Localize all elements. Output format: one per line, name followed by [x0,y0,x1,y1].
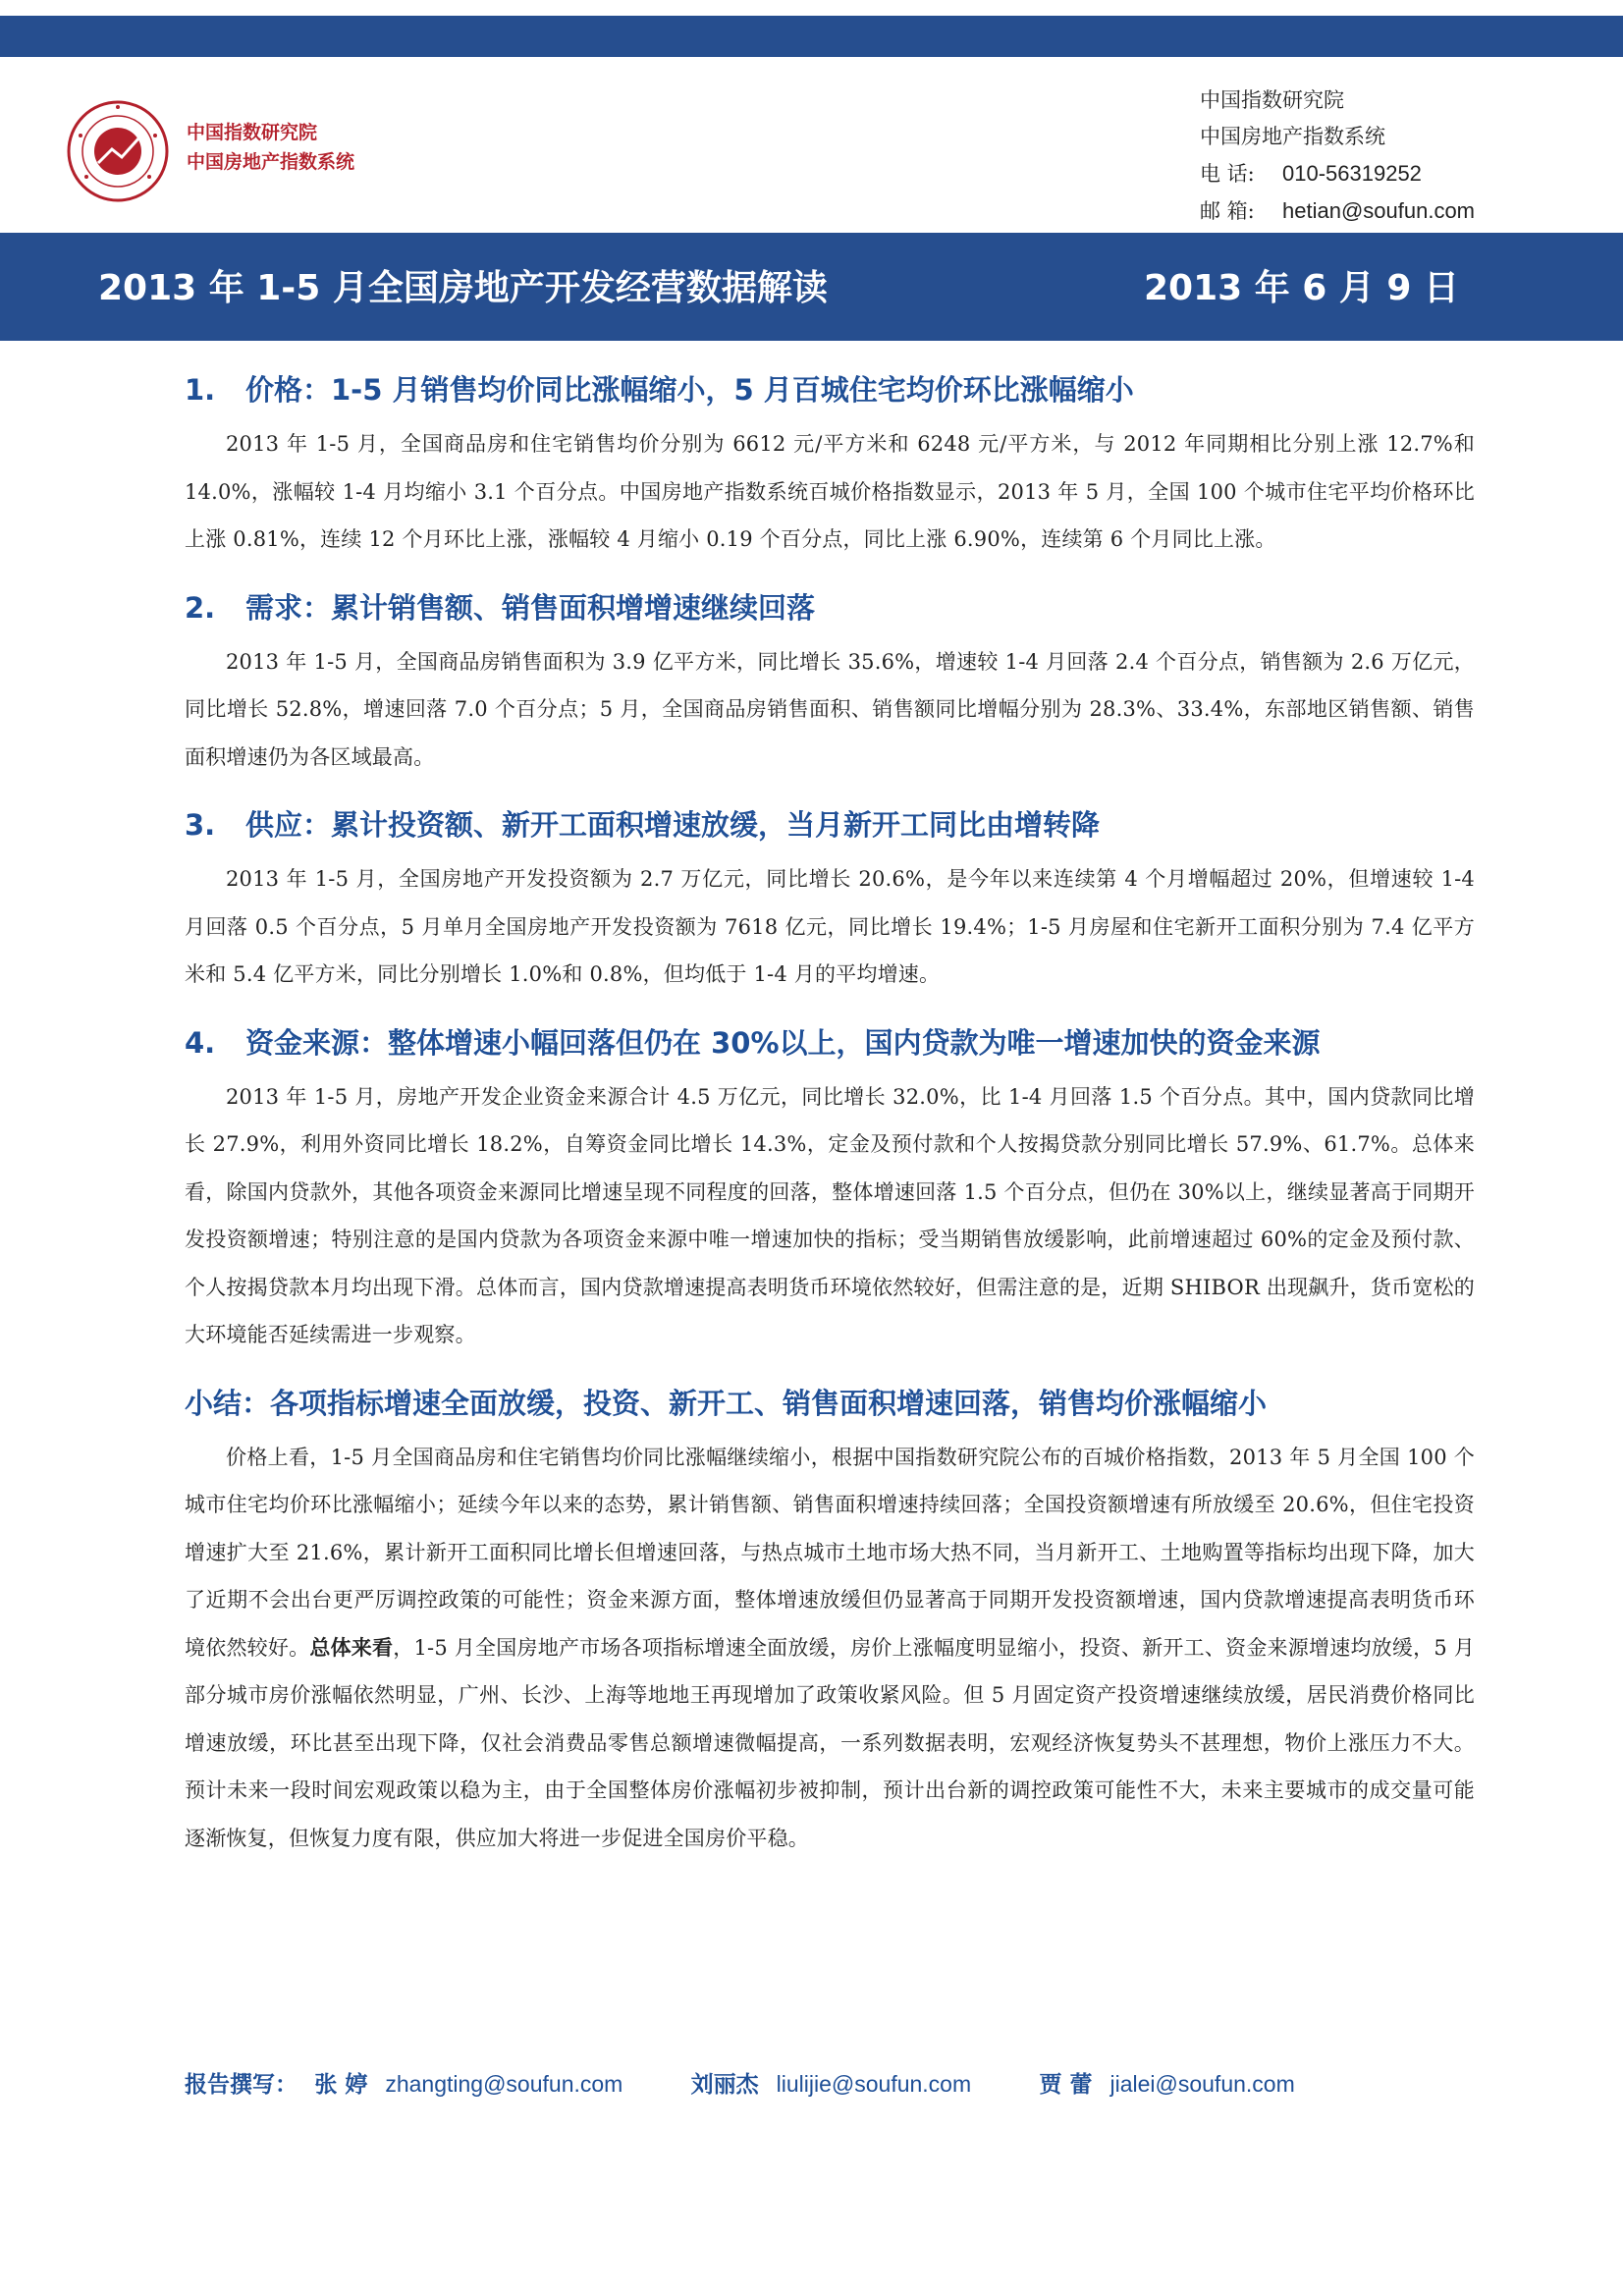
org-name-line-2: 中国房地产指数系统 [187,151,355,173]
china-index-academy-seal-icon [65,98,171,204]
org-name-left [187,118,354,177]
summary-text-1: 价格上看，1-5 月全国商品房和住宅销售均价同比涨幅继续缩小，根据中国指数研究院公布的百城价格指数，2013 年 5 月全国 100 个城市住宅均价环比涨幅缩小；延续今年以来的态势，累计销售额、销售面积增速持续回落；全国投资额增速有所放缓至 20.6%，但住宅投资增速扩大至 21.6%，累计新开工面积同比增长但增速回落，与热点城市土地市场大热不同，当月新开工、土地购置等指标均出现下降，加大了近期不会出台更严厉调控政策的可能性；资金来源方面，整体增速放缓但仍显著高于同期开发投资额增速，国内贷款增速提高表明货币环境依然较好。 [185,1445,1475,1660]
title-bar [0,233,1623,341]
summary-bold: 总体来看 [309,1634,394,1660]
author-email[interactable]: jialei@soufun.com [1109,2071,1295,2097]
contact-block [1200,82,1475,230]
section-funding [185,1018,1475,1359]
authors-line [185,2066,1461,2099]
section-heading-text: 资金来源：整体增速小幅回落但仍在 30%以上，国内贷款为唯一增速加快的资金来源 [245,1025,1321,1060]
section-paragraph: 2013 年 1-5 月，全国商品房和住宅销售均价分别为 6612 元/平方米和 6248 元/平方米，与 2012 年同期相比分别上涨 12.7%和 14.0%，涨幅较 1-4 月均缩小 3.1 个百分点。中国房地产指数系统百城价格指数显示，2013 年 5 月，全国 100 个城市住宅平均价格环比上涨 0.81%，连续 12 个月环比上涨，涨幅较 4 月缩小 0.19 个百分点，同比上涨 6.90%，连续第 6 个月同比上涨。 [185,432,1475,551]
top-bar [0,16,1623,57]
section-heading [185,365,1475,414]
section-paragraph: 2013 年 1-5 月，全国商品房销售面积为 3.9 亿平方米，同比增长 35.6%，增速较 1-4 月回落 2.4 个百分点，销售额为 2.6 万亿元，同比增长 52.8%，增速回落 7.0 个百分点；5 月，全国商品房销售面积、销售额同比增幅分别为 28.3%、33.4%，东部地区销售额、销售面积增速仍为各区域最高。 [185,649,1475,769]
contact-org-1: 中国指数研究院 [1200,88,1344,112]
section-paragraph: 2013 年 1-5 月，全国房地产开发投资额为 2.7 万亿元，同比增长 20.6%，是今年以来连续第 4 个月增幅超过 20%，但增速较 1-4 月回落 0.5 个百分点，5 月单月全国房地产开发投资额为 7618 亿元，同比增长 19.4%；1-5 月房屋和住宅新开工面积分别为 7.4 亿平方米和 5.4 亿平方米，同比分别增长 1.0%和 0.8%，但均低于 1-4 月的平均增速。 [185,867,1475,986]
email-label: 邮 箱: [1200,199,1255,223]
contact-email-row [1200,192,1475,230]
author-email[interactable]: liulijie@soufun.com [776,2071,972,2097]
summary-text-2: ，1-5 月全国房地产市场各项指标增速全面放缓，房价上涨幅度明显缩小，投资、新开工、资金来源增速均放缓，5 月部分城市房价涨幅依然明显，广州、长沙、上海等地地王再现增加了政策收紧风险。但 5 月固定资产投资增速继续放缓，居民消费价格同比增速放缓，环比甚至出现下降，仅社会消费品零售总额增速微幅提高，一系列数据表明，宏观经济恢复势头不甚理想，物价上涨压力不大。预计未来一段时间宏观政策以稳为主，由于全国整体房价涨幅初步被抑制，预计出台新的调控政策可能性不大，未来主要城市的成交量可能逐渐恢复，但恢复力度有限，供应加大将进一步促进全国房价平稳。 [185,1635,1476,1850]
authors-label: 报告撰写： [185,2072,298,2098]
section-heading [185,1018,1475,1067]
section-number: 2. [185,590,216,625]
org-name-line-1: 中国指数研究院 [187,122,318,143]
author-name: 刘丽杰 [690,2072,759,2098]
summary-paragraph [185,1434,1475,1863]
phone-value: 010-56319252 [1282,161,1422,186]
section-heading-text: 供应：累计投资额、新开工面积增速放缓，当月新开工同比由增转降 [245,808,1101,842]
report-date: 2013 年 6 月 9 日 [1144,268,1459,308]
section-paragraph: 2013 年 1-5 月，房地产开发企业资金来源合计 4.5 万亿元，同比增长 32.0%，比 1-4 月回落 1.5 个百分点。其中，国内贷款同比增长 27.9%，利用外资同比增长 18.2%，自筹资金同比增长 14.3%，定金及预付款和个人按揭贷款分别同比增长 57.9%、61.7%。总体来看，除国内贷款外，其他各项资金来源同比增速呈现不同程度的回落，整体增速回落 1.5 个百分点，但仍在 30%以上，继续显著高于同期开发投资额增速；特别注意的是国内贷款为各项资金来源中唯一增速加快的指标；受当期销售放缓影响，此前增速超过 60%的定金及预付款、个人按揭贷款本月均出现下滑。总体而言，国内贷款增速提高表明货币环境依然较好，但需注意的是，近期 SHIBOR 出现飙升，货币宽松的大环境能否延续需进一步观察。 [185,1084,1475,1346]
author-email[interactable]: zhangting@soufun.com [385,2071,623,2097]
section-summary [185,1379,1475,1863]
section-number: 3. [185,808,216,842]
section-supply [185,800,1475,999]
report-body [185,365,1475,1882]
section-number: 4. [185,1025,216,1060]
section-demand [185,583,1475,782]
author-name: 张 婷 [314,2072,368,2098]
section-price [185,365,1475,564]
section-heading-text: 价格：1-5 月销售均价同比涨幅缩小，5 月百城住宅均价环比涨幅缩小 [245,373,1134,407]
report-title: 2013 年 1-5 月全国房地产开发经营数据解读 [98,268,828,308]
summary-heading: 小结：各项指标增速全面放缓，投资、新开工、销售面积增速回落，销售均价涨幅缩小 [185,1386,1268,1420]
section-heading [185,583,1475,632]
email-value[interactable]: hetian@soufun.com [1282,198,1476,223]
contact-phone-row [1200,155,1475,192]
section-heading [185,800,1475,849]
contact-org-2: 中国房地产指数系统 [1200,125,1385,148]
section-number: 1. [185,373,216,407]
author-name: 贾 蕾 [1039,2072,1093,2098]
phone-label: 电 话: [1200,162,1255,186]
section-heading-text: 需求：累计销售额、销售面积增增速继续回落 [245,590,816,625]
